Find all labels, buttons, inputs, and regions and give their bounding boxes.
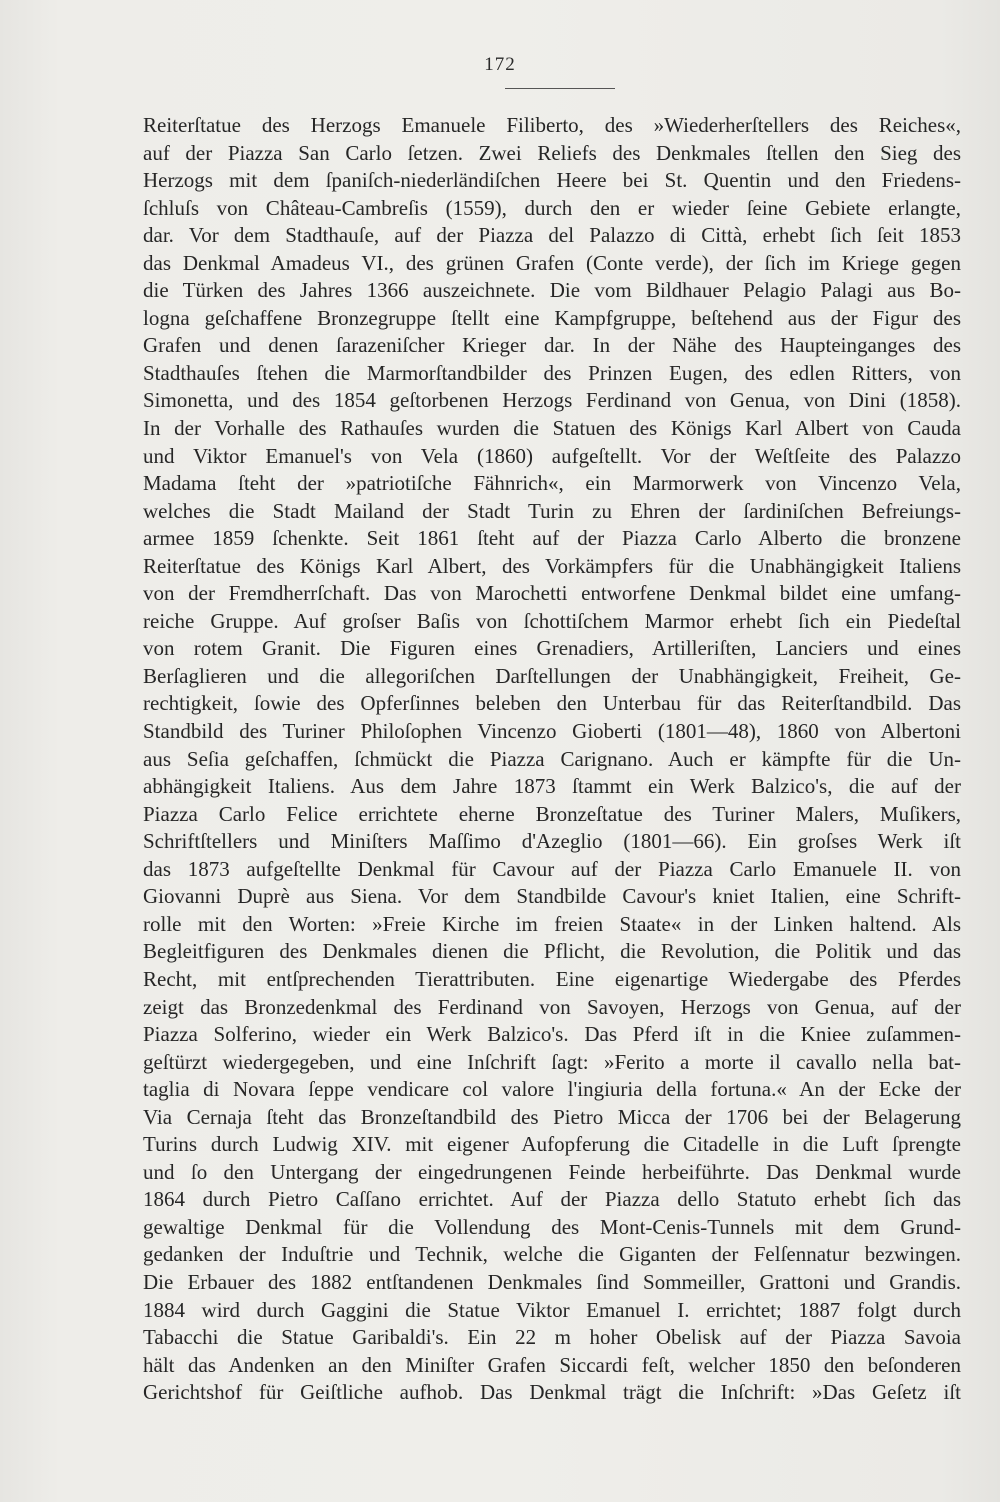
text-line: Madama ſteht der »patriotiſche Fähnrich«, ein Marmorwerk von Vincenzo Vela, [143, 471, 961, 496]
text-line: welches die Stadt Mailand der Stadt Turin zu Ehren der ſardiniſchen Befreiungs- [143, 498, 961, 523]
text-line: das 1873 aufgeſtellte Denkmal für Cavour auf der Piazza Carlo Emanuele II. von [143, 856, 961, 881]
text-line: 1864 durch Pietro Caſſano errichtet. Auf der Piazza dello Statuto erhebt ſich das [143, 1187, 961, 1212]
text-line: 1884 wird durch Gaggini die Statue Viktor Emanuel I. errichtet; 1887 folgt durch [143, 1297, 961, 1322]
text-line: Herzogs mit dem ſpaniſch-niederländiſchen Heere bei St. Quentin und den Friedens- [143, 168, 961, 193]
text-line: Piazza Carlo Felice errichtete eherne Bronzeſtatue des Turiner Malers, Muſikers, [143, 801, 961, 826]
text-line: aus Seſia geſchaffen, ſchmückt die Piazza Carignano. Auch er kämpfte für die Un- [143, 746, 961, 771]
text-line: Grafen und denen ſarazeniſcher Krieger dar. In der Nähe des Haupteinganges des [143, 333, 961, 358]
text-line: Die Erbauer des 1882 entſtandenen Denkmales ſind Sommeiller, Grattoni und Grandis. [143, 1269, 961, 1294]
text-line: In der Vorhalle des Rathauſes wurden die Statuen des Königs Karl Albert von Cauda [143, 416, 961, 441]
text-line: auf der Piazza San Carlo ſetzen. Zwei Reliefs des Denkmales ſtellen den Sieg des [143, 140, 961, 165]
text-line: Schriftſtellers und Miniſters Maſſimo d'Azeglio (1801—66). Ein groſses Werk iſt [143, 829, 961, 854]
text-line: hält das Andenken an den Miniſter Grafen Siccardi feſt, welcher 1850 den beſonderen [143, 1352, 961, 1377]
text-line: geſtürzt wiedergegeben, und eine Inſchrift ſagt: »Ferito a morte il cavallo nella bat- [143, 1049, 961, 1074]
text-line: Reiterſtatue des Herzogs Emanuele Filiberto, des »Wiederherſtellers des Reiches«, [143, 113, 961, 137]
text-line: Stadthauſes ſtehen die Marmorſtandbilder des Prinzen Eugen, des edlen Ritters, von [143, 360, 961, 385]
text-line: armee 1859 ſchenkte. Seit 1861 ſteht auf der Piazza Carlo Alberto die bronzene [143, 526, 961, 551]
text-line: rechtigkeit, ſowie des Opferſinnes beleben den Unterbau für das Reiterſtandbild. Das [143, 691, 961, 716]
page-number-rule [505, 88, 615, 89]
text-line: ſchluſs von Château-Cambreſis (1559), durch den er wieder ſeine Gebiete erlangte, [143, 195, 961, 220]
text-line: und ſo den Untergang der eingedrungenen Feinde herbeiführte. Das Denkmal wurde [143, 1159, 961, 1184]
text-line: Giovanni Duprè aus Siena. Vor dem Standbilde Cavour's kniet Italien, eine Schrift- [143, 884, 961, 909]
text-line: taglia di Novara ſeppe vendicare col valore l'ingiuria della fortuna.« An der Ecke der [143, 1077, 961, 1102]
text-line: Tabacchi die Statue Garibaldi's. Ein 22 m hoher Obelisk auf der Piazza Savoia [143, 1325, 961, 1350]
text-line: gewaltige Denkmal für die Vollendung des Mont-Cenis-Tunnels mit dem Grund- [143, 1214, 961, 1239]
text-line: Piazza Solferino, wieder ein Werk Balzico's. Das Pferd iſt in die Kniee zuſammen- [143, 1022, 961, 1047]
text-line: Turins durch Ludwig XIV. mit eigener Aufopferung die Citadelle in die Luft ſprengte [143, 1132, 961, 1157]
text-line: die Türken des Jahres 1366 auszeichnete. Die vom Bildhauer Pelagio Palagi aus Bo- [143, 278, 961, 303]
text-line: dar. Vor dem Stadthauſe, auf der Piazza del Palazzo di Città, erhebt ſich ſeit 1853 [143, 223, 961, 248]
text-line: und Viktor Emanuel's von Vela (1860) aufgeſtellt. Vor der Weſtſeite des Palazzo [143, 443, 961, 468]
text-line: Begleitfiguren des Denkmales dienen die Pflicht, die Revolution, die Politik und das [143, 939, 961, 964]
text-line: Recht, mit entſprechenden Tierattributen. Eine eigenartige Wiedergabe des Pferdes [143, 966, 961, 991]
text-line: von rotem Granit. Die Figuren eines Grenadiers, Artilleriſten, Lanciers und eines [143, 636, 961, 661]
text-line: abhängigkeit Italiens. Aus dem Jahre 1873 ſtammt ein Werk Balzico's, die auf der [143, 774, 961, 799]
text-line: Gerichtshof für Geiſtliche aufhob. Das Denkmal trägt die Inſchrift: »Das Geſetz iſt [143, 1380, 961, 1405]
text-line: Simonetta, und des 1854 geſtorbenen Herzogs Ferdinand von Genua, von Dini (1858). [143, 388, 961, 413]
text-line: rolle mit den Worten: »Freie Kirche im freien Staate« in der Linken haltend. Als [143, 911, 961, 936]
text-line: zeigt das Bronzedenkmal des Ferdinand von Savoyen, Herzogs von Genua, auf der [143, 994, 961, 1019]
text-line: gedanken der Induſtrie und Technik, welche die Giganten der Felſennatur bezwingen. [143, 1242, 961, 1267]
page-number: 172 [484, 54, 516, 75]
body-text [143, 112, 961, 1407]
text-line: das Denkmal Amadeus VI., des grünen Grafen (Conte verde), der ſich im Kriege gegen [143, 250, 961, 275]
text-line: Via Cernaja ſteht das Bronzeſtandbild des Pietro Micca der 1706 bei der Belagerung [143, 1104, 961, 1129]
text-line: Standbild des Turiner Philoſophen Vincenzo Gioberti (1801—48), 1860 von Albertoni [143, 719, 961, 744]
text-line: von der Fremdherrſchaft. Das von Marochetti entworfene Denkmal bildet eine umfang- [143, 581, 961, 606]
text-line: Reiterſtatue des Königs Karl Albert, des Vorkämpfers für die Unabhängigkeit Italiens [143, 553, 961, 578]
text-line: Berſaglieren und die allegoriſchen Darſtellungen der Unabhängigkeit, Freiheit, Ge- [143, 663, 961, 688]
text-line: reiche Gruppe. Auf groſser Baſis von ſchottiſchem Marmor erhebt ſich ein Piedeſtal [143, 608, 961, 633]
text-line: logna geſchaffene Bronzegruppe ſtellt eine Kampfgruppe, beſtehend aus der Figur des [143, 305, 961, 330]
